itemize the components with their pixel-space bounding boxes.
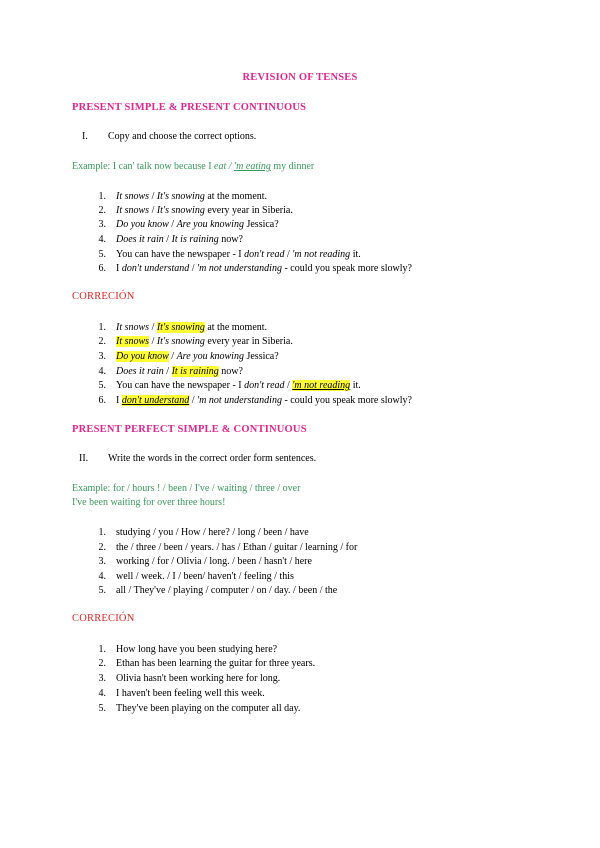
list-item: 3. Do you know / Are you knowing Jessica? — [98, 351, 279, 362]
example-prefix: Example: I can' talk now because I — [72, 161, 212, 172]
list-item: 3. working / for / Olivia / long. / been / hasn't / here — [98, 556, 312, 567]
instruction-text: Copy and choose the correct options. — [108, 131, 257, 142]
example-option-2: 'm eating — [234, 161, 271, 172]
example-answer-line: I've been waiting for over three hours! — [72, 497, 226, 508]
example-line: Example: for / hours ! / been / I've / waiting / three / over — [72, 483, 301, 494]
section-heading-present-simple: PRESENT SIMPLE & PRESENT CONTINUOUS — [72, 102, 307, 113]
example-option-1: eat / — [214, 161, 232, 172]
list-item: 2. It snows / It's snowing every year in Siberia. — [98, 336, 293, 347]
list-item: 3. Do you know / Are you knowing Jessica? — [98, 219, 279, 230]
list-item: 2. Ethan has been learning the guitar for three years. — [98, 658, 316, 669]
instruction-number: I. — [82, 131, 88, 142]
highlighted-answer: Do you know — [116, 351, 169, 362]
section-heading-present-perfect: PRESENT PERFECT SIMPLE & CONTINUOUS — [72, 424, 307, 435]
highlighted-answer: It is raining — [171, 366, 219, 377]
list-item: 5. They've been playing on the computer all day. — [98, 703, 301, 714]
list-item: 6. I don't understand / 'm not understanding - could you speak more slowly? — [98, 395, 412, 406]
list-item: 1. It snows / It's snowing at the moment. — [98, 322, 268, 333]
list-item: 1. It snows / It's snowing at the moment. — [98, 191, 268, 202]
instruction-number: II. — [79, 453, 89, 464]
list-item: 4. Does it rain / It is raining now? — [98, 366, 243, 377]
list-item: 4. well / week. / I / been/ haven't / feeling / this — [98, 571, 294, 582]
list-item: 1. How long have you been studying here? — [98, 644, 278, 655]
list-item: 4. Does it rain / It is raining now? — [98, 234, 243, 245]
list-item: 6. I don't understand / 'm not understanding - could you speak more slowly? — [98, 263, 412, 274]
page-title: REVISION OF TENSES — [242, 72, 358, 83]
list-item: 4. I haven't been feeling well this week. — [98, 688, 265, 699]
correction-heading-1: CORRECIÓN — [72, 291, 135, 302]
example-suffix: my dinner — [273, 161, 315, 172]
list-item: 2. It snows / It's snowing every year in Siberia. — [98, 205, 293, 216]
list-item: 5. You can have the newspaper - I don't read / 'm not reading it. — [98, 380, 361, 391]
list-item: 5. You can have the newspaper - I don't read / 'm not reading it. — [98, 249, 361, 260]
highlighted-answer: 'm not reading — [292, 380, 351, 391]
list-item: 1. studying / you / How / here? / long / been / have — [98, 527, 309, 538]
list-item: 5. all / They've / playing / computer / on / day. / been / the — [98, 585, 338, 596]
example-line — [72, 161, 314, 172]
list-item: 3. Olivia hasn't been working here for long. — [98, 673, 281, 684]
highlighted-answer: It's snowing — [156, 322, 205, 333]
list-item: 2. the / three / been / years. / has / Ethan / guitar / learning / for — [98, 542, 358, 553]
highlighted-answer: It snows — [116, 336, 150, 347]
correction-heading-2: CORRECIÓN — [72, 613, 135, 624]
highlighted-answer: don't understand — [121, 395, 190, 406]
instruction-text: Write the words in the correct order form sentences. — [108, 453, 317, 464]
